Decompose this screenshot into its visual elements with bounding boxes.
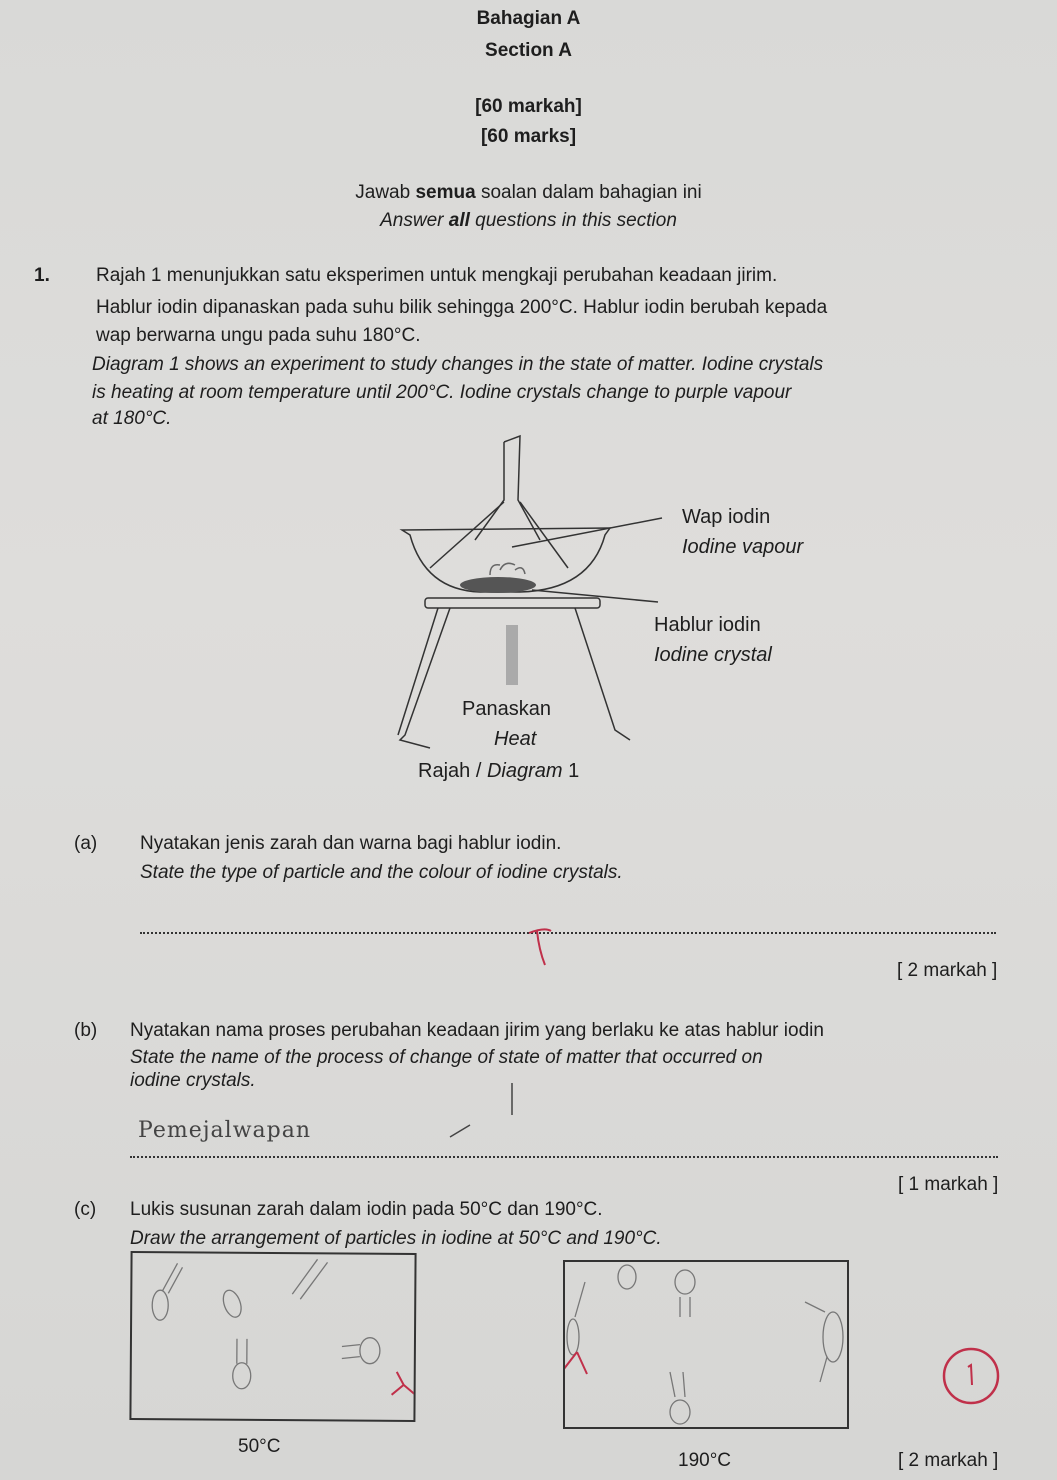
drawing-box-190c[interactable] (563, 1260, 849, 1429)
instr-text: soalan dalam bahagian ini (475, 182, 702, 203)
part-a-answer-line[interactable] (140, 932, 996, 934)
label-crystal-ms: Hablur iodin (654, 614, 761, 636)
part-c-ms: Lukis susunan zarah dalam iodin pada 50°C dan 190°C. (130, 1199, 603, 1220)
tick-mark-icon (440, 1075, 530, 1145)
part-b-en-2: iodine crystals. (130, 1070, 256, 1091)
caption-ms: Rajah / (418, 760, 487, 782)
label-heat-ms: Panaskan (462, 698, 551, 720)
question-stem-en-3: at 180°C. (92, 408, 172, 429)
diagram-caption (418, 760, 579, 783)
section-title-ms: Bahagian A (476, 8, 581, 29)
question-stem-ms-2: Hablur iodin dipanaskan pada suhu bilik sehingga 200°C. Hablur iodin berubah kepada (96, 297, 828, 318)
red-cross-mark-icon (525, 925, 555, 970)
part-b-marks: [ 1 markah ] (898, 1174, 999, 1195)
label-line-crystal (532, 590, 658, 602)
part-b-label: (b) (74, 1020, 98, 1041)
circled-mark-icon (940, 1345, 1002, 1407)
part-a-label: (a) (74, 833, 98, 854)
instr-bold: all (448, 210, 470, 231)
part-c-en: Draw the arrangement of particles in iodine at 50°C and 190°C. (130, 1228, 662, 1249)
box-190c-label: 190°C (678, 1450, 732, 1471)
part-b-ms: Nyatakan nama proses perubahan keadaan jirim yang berlaku ke atas hablur iodin (130, 1020, 824, 1041)
caption-en: Diagram (486, 760, 563, 782)
iodine-crystals (460, 577, 536, 593)
question-stem-en-1: Diagram 1 shows an experiment to study changes in the state of matter. Iodine crystals (92, 354, 824, 375)
question-stem-ms-3: wap berwarna ungu pada suhu 180°C. (96, 325, 421, 346)
tripod-top (425, 598, 600, 608)
question-stem-ms-1: Rajah 1 menunjukkan satu eksperimen untuk mengkaji perubahan keadaan jirim. (96, 265, 778, 286)
part-b-answer[interactable]: Pemejalwapan (138, 1118, 312, 1143)
part-a-en: State the type of particle and the colour of iodine crystals. (140, 862, 623, 883)
label-vapour-en: Iodine vapour (682, 536, 804, 558)
part-b-en-1: State the name of the process of change of state of matter that occurred on (130, 1047, 763, 1068)
particle-sketches (131, 1253, 414, 1420)
part-a-marks: [ 2 markah ] (897, 960, 998, 981)
part-b-answer-line[interactable] (130, 1156, 998, 1158)
instruction-en (0, 210, 1057, 232)
vapour-wisps (490, 563, 525, 575)
burner-flame (506, 625, 518, 685)
box-50c-label: 50°C (238, 1436, 281, 1457)
instr-text: Answer (380, 210, 449, 231)
section-title-en: Section A (485, 40, 572, 61)
label-heat-en: Heat (494, 728, 537, 750)
instr-text: questions in this section (469, 210, 677, 231)
particle-sketches (565, 1262, 847, 1427)
label-crystal-en: Iodine crystal (654, 644, 772, 666)
label-vapour-ms: Wap iodin (682, 506, 771, 528)
total-marks-ms: [60 markah] (475, 96, 582, 117)
caption-num: 1 (562, 760, 580, 782)
instr-bold: semua (415, 182, 476, 203)
question-stem-en-2: is heating at room temperature until 200°C. Iodine crystals change to purple vapour (92, 382, 792, 403)
glass-rod-funnel (475, 436, 540, 540)
instruction-ms (0, 182, 1057, 204)
part-a-ms: Nyatakan jenis zarah dan warna bagi hablur iodin. (140, 833, 562, 854)
question-number: 1. (34, 265, 50, 286)
part-c-label: (c) (74, 1199, 97, 1220)
funnel (430, 502, 568, 568)
part-c-marks: [ 2 markah ] (898, 1450, 999, 1471)
drawing-box-50c[interactable] (129, 1251, 416, 1422)
total-marks-en: [60 marks] (480, 126, 577, 147)
instr-text: Jawab (355, 182, 416, 203)
